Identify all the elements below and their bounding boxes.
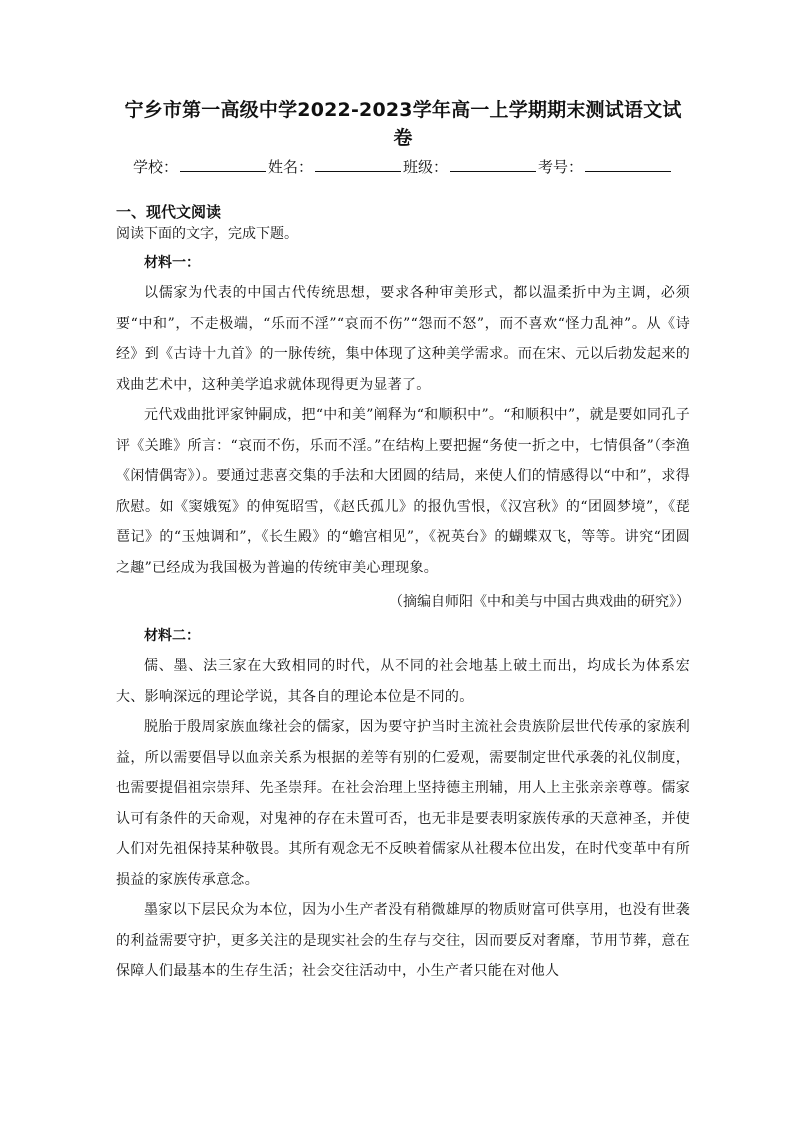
class-blank[interactable] [450,157,536,172]
material-one-label: 材料一： [144,255,200,271]
school-blank[interactable] [180,157,266,172]
exam-number-field [538,154,673,180]
name-blank[interactable] [315,157,401,172]
section-heading: 一、现代文阅读 [116,203,222,221]
exam-number-blank[interactable] [585,157,671,172]
material-one-source: （摘编自师阳《中和美与中国古典戏曲的研究》） [389,594,690,610]
name-label: 姓名： [267,158,313,176]
class-field [403,154,538,180]
school-field [133,154,268,180]
material-two-paragraph: 儒、墨、法三家在大致相同的时代，从不同的社会地基上破土而出，均成长为体系宏大、影响深远的理论学说，其各自的理论本位是不同的。 [116,658,690,705]
exam-title: 宁乡市第一高级中学2022-2023学年高一上学期期末测试语文试卷 [124,99,682,149]
material-two-paragraph: 墨家以下层民众为本位，因为小生产者没有稍微雄厚的物质财富可供享用，也没有世袭的利益需要守护，更多关注的是现实社会的生存与交往，因而要反对奢靡，节用节葬，意在保障人们最基本的生存生活；社会交往活动中，小生产者只能在对他人 [116,902,690,979]
student-info-fields [116,154,690,180]
class-label: 班级： [403,158,449,176]
name-field [268,154,403,180]
exam-number-label: 考号： [538,158,584,176]
material-one-paragraph: 以儒家为代表的中国古代传统思想，要求各种审美形式，都以温柔折中为主调，必须要“中和”，不走极端，“乐而不淫”“哀而不伤”“怨而不怒”，而不喜欢“怪力乱神”。从《诗经》到《古诗十九首》的一脉传统，集中体现了这种美学需求。而在宋、元以后勃发起来的戏曲艺术中，这种美学追求就体现得更为显著了。 [116,285,690,393]
school-label: 学校： [132,158,178,176]
material-two-paragraph: 脱胎于殷周家族血缘社会的儒家，因为要守护当时主流社会贵族阶层世代传承的家族利益，所以需要倡导以血亲关系为根据的差等有别的仁爱观，需要制定世代承袭的礼仪制度，也需要提倡祖宗崇拜、先圣崇拜。在社会治理上坚持德主刑辅，用人上主张亲亲尊尊。儒家认可有条件的天命观，对鬼神的存在未置可否，也无非是要表明家族传承的天意神圣，并使人们对先祖保持某种敬畏。其所有观念无不反映着儒家从社稷本位出发，在时代变革中有所损益的家族传承意念。 [116,719,690,888]
material-two-label: 材料二： [144,628,200,644]
section-instruction: 阅读下面的文字，完成下题。 [116,226,298,242]
material-one-paragraph: 元代戏曲批评家钟嗣成，把“中和美”阐释为“和顺积中”。“和顺积中”，就是要如同孔子评《关雎》所言：“哀而不伤，乐而不淫。”在结构上要把握“务使一折之中，七情俱备”（李渔《闲情偶寄》）。要通过悲喜交集的手法和大团圆的结局，来使人们的情感得以“中和”，求得欣慰。如《窦娥冤》的伸冤昭雪，《赵氏孤儿》的报仇雪恨，《汉宫秋》的“团圆梦境”，《琵琶记》的“玉烛调和”，《长生殿》的“蟾宫相见”，《祝英台》的蝴蝶双飞，等等。讲究“团圆之趣”已经成为我国极为普遍的传统审美心理现象。 [116,407,690,576]
